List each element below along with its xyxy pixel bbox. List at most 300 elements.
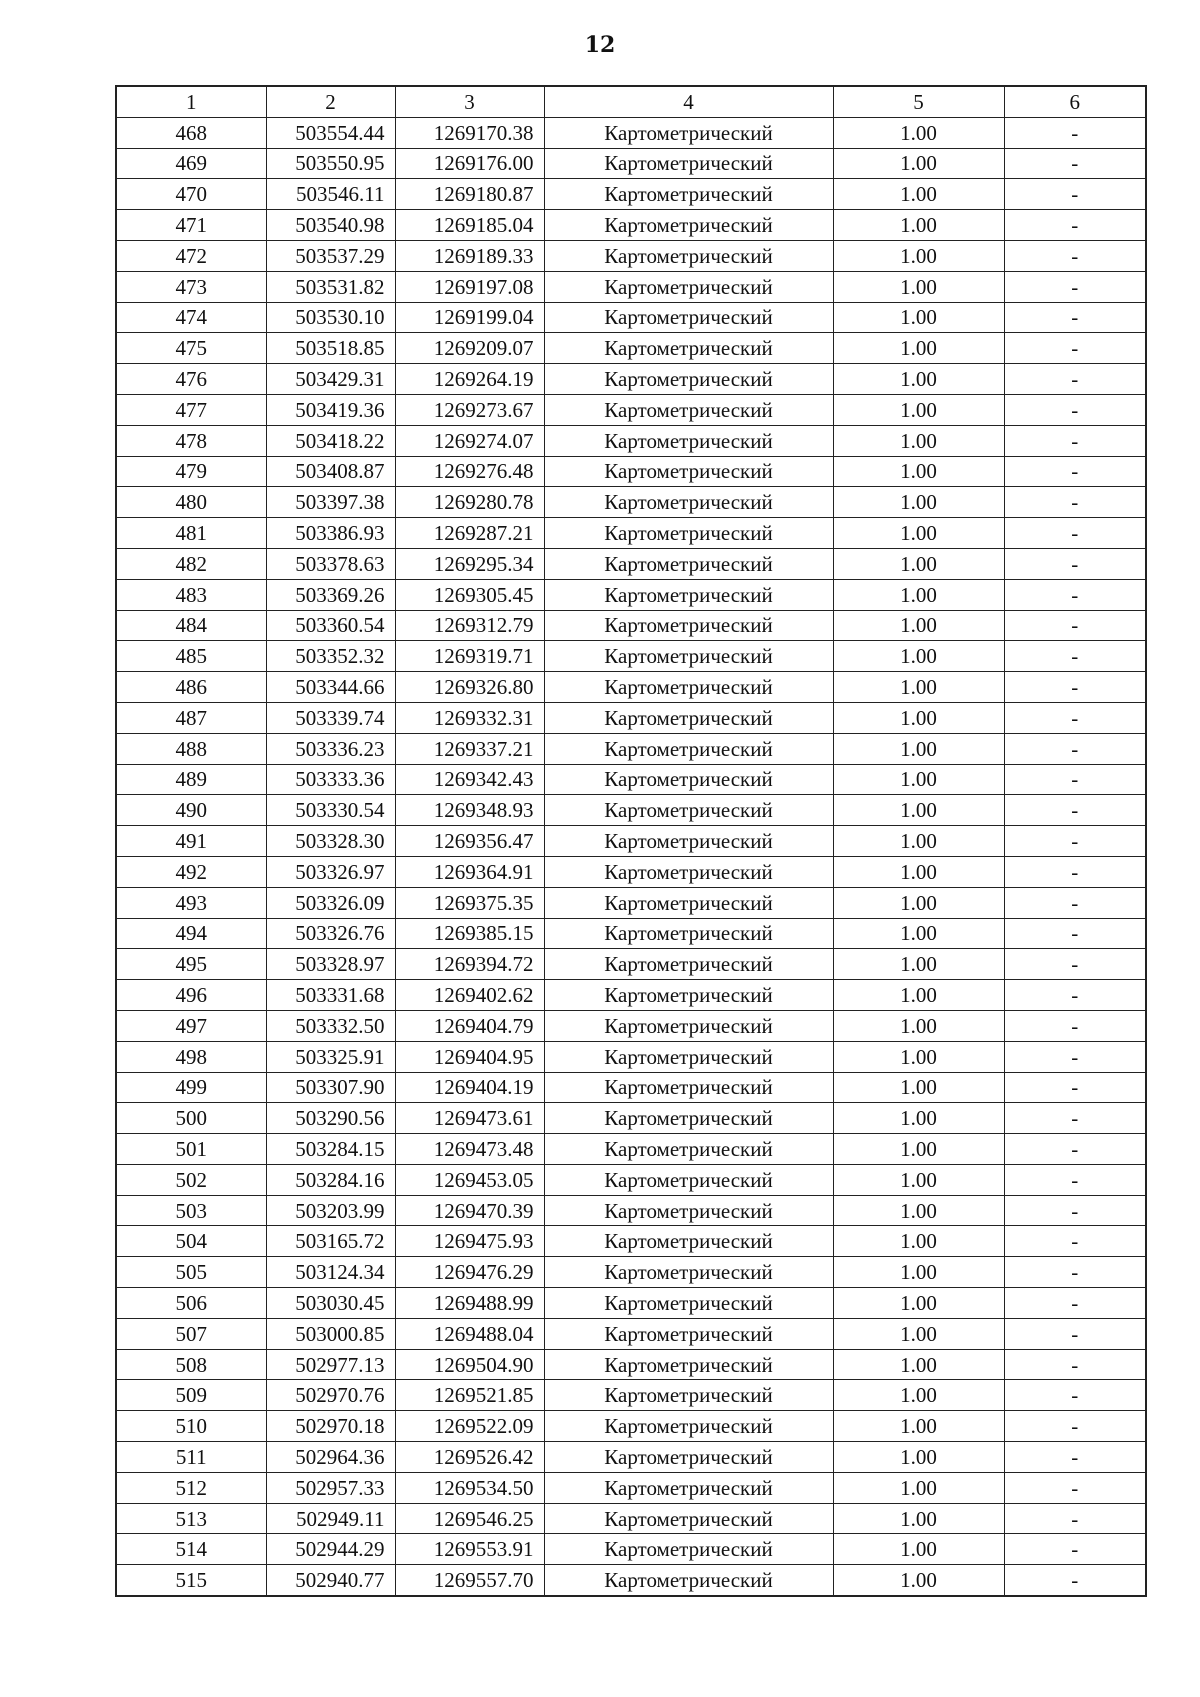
- x-coordinate-cell: 503307.90: [266, 1072, 395, 1103]
- table-row: [116, 364, 1146, 395]
- y-coordinate-cell: 1269199.04: [395, 302, 544, 333]
- y-coordinate-cell: 1269180.87: [395, 179, 544, 210]
- y-coordinate-cell: 1269473.61: [395, 1103, 544, 1134]
- method-cell: Картометрический: [544, 117, 833, 148]
- x-coordinate-cell: 503397.38: [266, 487, 395, 518]
- table-row: [116, 702, 1146, 733]
- y-coordinate-cell: 1269404.79: [395, 1010, 544, 1041]
- x-coordinate-cell: 503386.93: [266, 518, 395, 549]
- y-coordinate-cell: 1269348.93: [395, 795, 544, 826]
- x-coordinate-cell: 502940.77: [266, 1565, 395, 1596]
- y-coordinate-cell: 1269280.78: [395, 487, 544, 518]
- description-cell: -: [1004, 733, 1146, 764]
- y-coordinate-cell: 1269209.07: [395, 333, 544, 364]
- point-number-cell: 479: [116, 456, 266, 487]
- point-number-cell: 473: [116, 271, 266, 302]
- method-cell: Картометрический: [544, 179, 833, 210]
- method-cell: Картометрический: [544, 826, 833, 857]
- x-coordinate-cell: 503531.82: [266, 271, 395, 302]
- accuracy-cell: 1.00: [833, 1257, 1004, 1288]
- point-number-cell: 501: [116, 1134, 266, 1165]
- x-coordinate-cell: 503336.23: [266, 733, 395, 764]
- method-cell: Картометрический: [544, 148, 833, 179]
- method-cell: Картометрический: [544, 1164, 833, 1195]
- method-cell: Картометрический: [544, 887, 833, 918]
- accuracy-cell: 1.00: [833, 826, 1004, 857]
- accuracy-cell: 1.00: [833, 1349, 1004, 1380]
- accuracy-cell: 1.00: [833, 364, 1004, 395]
- method-cell: Картометрический: [544, 1565, 833, 1596]
- point-number-cell: 510: [116, 1411, 266, 1442]
- y-coordinate-cell: 1269534.50: [395, 1472, 544, 1503]
- table-row: [116, 949, 1146, 980]
- accuracy-cell: 1.00: [833, 1072, 1004, 1103]
- table-row: [116, 1072, 1146, 1103]
- point-number-cell: 488: [116, 733, 266, 764]
- point-number-cell: 483: [116, 579, 266, 610]
- table-row: [116, 641, 1146, 672]
- description-cell: -: [1004, 579, 1146, 610]
- description-cell: -: [1004, 1041, 1146, 1072]
- method-cell: Картометрический: [544, 302, 833, 333]
- accuracy-cell: 1.00: [833, 518, 1004, 549]
- x-coordinate-cell: 503284.15: [266, 1134, 395, 1165]
- table-row: [116, 1411, 1146, 1442]
- y-coordinate-cell: 1269453.05: [395, 1164, 544, 1195]
- point-number-cell: 480: [116, 487, 266, 518]
- method-cell: Картометрический: [544, 795, 833, 826]
- point-number-cell: 506: [116, 1288, 266, 1319]
- x-coordinate-cell: 503408.87: [266, 456, 395, 487]
- description-cell: -: [1004, 1503, 1146, 1534]
- method-cell: Картометрический: [544, 733, 833, 764]
- y-coordinate-cell: 1269170.38: [395, 117, 544, 148]
- y-coordinate-cell: 1269356.47: [395, 826, 544, 857]
- table-row: [116, 764, 1146, 795]
- table-row: [116, 856, 1146, 887]
- description-cell: -: [1004, 456, 1146, 487]
- accuracy-cell: 1.00: [833, 1411, 1004, 1442]
- x-coordinate-cell: 503326.76: [266, 918, 395, 949]
- table-row: [116, 456, 1146, 487]
- description-cell: -: [1004, 1010, 1146, 1041]
- description-cell: -: [1004, 333, 1146, 364]
- description-cell: -: [1004, 1380, 1146, 1411]
- description-cell: -: [1004, 1195, 1146, 1226]
- accuracy-cell: 1.00: [833, 394, 1004, 425]
- y-coordinate-cell: 1269276.48: [395, 456, 544, 487]
- point-number-cell: 503: [116, 1195, 266, 1226]
- method-cell: Картометрический: [544, 1442, 833, 1473]
- point-number-cell: 486: [116, 672, 266, 703]
- point-number-cell: 477: [116, 394, 266, 425]
- method-cell: Картометрический: [544, 548, 833, 579]
- accuracy-cell: 1.00: [833, 764, 1004, 795]
- page-number: 12: [584, 32, 616, 58]
- method-cell: Картометрический: [544, 487, 833, 518]
- description-cell: -: [1004, 856, 1146, 887]
- accuracy-cell: 1.00: [833, 610, 1004, 641]
- point-number-cell: 470: [116, 179, 266, 210]
- y-coordinate-cell: 1269332.31: [395, 702, 544, 733]
- accuracy-cell: 1.00: [833, 456, 1004, 487]
- description-cell: -: [1004, 1318, 1146, 1349]
- y-coordinate-cell: 1269522.09: [395, 1411, 544, 1442]
- table-row: [116, 672, 1146, 703]
- point-number-cell: 498: [116, 1041, 266, 1072]
- method-cell: Картометрический: [544, 1010, 833, 1041]
- x-coordinate-cell: 503328.97: [266, 949, 395, 980]
- y-coordinate-cell: 1269264.19: [395, 364, 544, 395]
- x-coordinate-cell: 503546.11: [266, 179, 395, 210]
- accuracy-cell: 1.00: [833, 856, 1004, 887]
- point-number-cell: 508: [116, 1349, 266, 1380]
- method-cell: Картометрический: [544, 518, 833, 549]
- method-cell: Картометрический: [544, 764, 833, 795]
- point-number-cell: 487: [116, 702, 266, 733]
- point-number-cell: 474: [116, 302, 266, 333]
- point-number-cell: 509: [116, 1380, 266, 1411]
- x-coordinate-cell: 503378.63: [266, 548, 395, 579]
- point-number-cell: 515: [116, 1565, 266, 1596]
- description-cell: -: [1004, 980, 1146, 1011]
- method-cell: Картометрический: [544, 210, 833, 241]
- accuracy-cell: 1.00: [833, 887, 1004, 918]
- method-cell: Картометрический: [544, 1257, 833, 1288]
- point-number-cell: 485: [116, 641, 266, 672]
- y-coordinate-cell: 1269197.08: [395, 271, 544, 302]
- x-coordinate-cell: 503326.97: [266, 856, 395, 887]
- table-row: [116, 1503, 1146, 1534]
- table-row: [116, 425, 1146, 456]
- point-number-cell: 481: [116, 518, 266, 549]
- description-cell: -: [1004, 487, 1146, 518]
- accuracy-cell: 1.00: [833, 425, 1004, 456]
- y-coordinate-cell: 1269176.00: [395, 148, 544, 179]
- table-body: [116, 117, 1146, 1596]
- column-header: 4: [544, 86, 833, 117]
- table-row: [116, 1318, 1146, 1349]
- point-number-cell: 472: [116, 240, 266, 271]
- y-coordinate-cell: 1269470.39: [395, 1195, 544, 1226]
- accuracy-cell: 1.00: [833, 672, 1004, 703]
- table-row: [116, 795, 1146, 826]
- x-coordinate-cell: 503418.22: [266, 425, 395, 456]
- table-row: [116, 1472, 1146, 1503]
- description-cell: -: [1004, 394, 1146, 425]
- point-number-cell: 507: [116, 1318, 266, 1349]
- x-coordinate-cell: 503203.99: [266, 1195, 395, 1226]
- x-coordinate-cell: 503339.74: [266, 702, 395, 733]
- accuracy-cell: 1.00: [833, 1134, 1004, 1165]
- y-coordinate-cell: 1269402.62: [395, 980, 544, 1011]
- table-row: [116, 333, 1146, 364]
- accuracy-cell: 1.00: [833, 333, 1004, 364]
- point-number-cell: 496: [116, 980, 266, 1011]
- x-coordinate-cell: 503330.54: [266, 795, 395, 826]
- y-coordinate-cell: 1269488.99: [395, 1288, 544, 1319]
- method-cell: Картометрический: [544, 1195, 833, 1226]
- y-coordinate-cell: 1269375.35: [395, 887, 544, 918]
- y-coordinate-cell: 1269312.79: [395, 610, 544, 641]
- method-cell: Картометрический: [544, 1503, 833, 1534]
- method-cell: Картометрический: [544, 1380, 833, 1411]
- point-number-cell: 482: [116, 548, 266, 579]
- description-cell: -: [1004, 1472, 1146, 1503]
- x-coordinate-cell: 503419.36: [266, 394, 395, 425]
- y-coordinate-cell: 1269342.43: [395, 764, 544, 795]
- point-number-cell: 475: [116, 333, 266, 364]
- method-cell: Картометрический: [544, 672, 833, 703]
- y-coordinate-cell: 1269557.70: [395, 1565, 544, 1596]
- x-coordinate-cell: 503331.68: [266, 980, 395, 1011]
- table-row: [116, 1010, 1146, 1041]
- table-row: [116, 210, 1146, 241]
- method-cell: Картометрический: [544, 1041, 833, 1072]
- table-row: [116, 148, 1146, 179]
- method-cell: Картометрический: [544, 1103, 833, 1134]
- description-cell: -: [1004, 302, 1146, 333]
- description-cell: -: [1004, 1534, 1146, 1565]
- method-cell: Картометрический: [544, 856, 833, 887]
- description-cell: -: [1004, 271, 1146, 302]
- y-coordinate-cell: 1269273.67: [395, 394, 544, 425]
- y-coordinate-cell: 1269295.34: [395, 548, 544, 579]
- point-number-cell: 502: [116, 1164, 266, 1195]
- accuracy-cell: 1.00: [833, 1041, 1004, 1072]
- y-coordinate-cell: 1269404.19: [395, 1072, 544, 1103]
- x-coordinate-cell: 503325.91: [266, 1041, 395, 1072]
- x-coordinate-cell: 503030.45: [266, 1288, 395, 1319]
- method-cell: Картометрический: [544, 1134, 833, 1165]
- description-cell: -: [1004, 1411, 1146, 1442]
- table-row: [116, 302, 1146, 333]
- table-row: [116, 1226, 1146, 1257]
- table-row: [116, 548, 1146, 579]
- y-coordinate-cell: 1269326.80: [395, 672, 544, 703]
- x-coordinate-cell: 503429.31: [266, 364, 395, 395]
- y-coordinate-cell: 1269504.90: [395, 1349, 544, 1380]
- column-header: 5: [833, 86, 1004, 117]
- point-number-cell: 491: [116, 826, 266, 857]
- accuracy-cell: 1.00: [833, 302, 1004, 333]
- method-cell: Картометрический: [544, 333, 833, 364]
- accuracy-cell: 1.00: [833, 210, 1004, 241]
- description-cell: -: [1004, 1349, 1146, 1380]
- accuracy-cell: 1.00: [833, 579, 1004, 610]
- description-cell: -: [1004, 1103, 1146, 1134]
- accuracy-cell: 1.00: [833, 1164, 1004, 1195]
- description-cell: -: [1004, 887, 1146, 918]
- point-number-cell: 511: [116, 1442, 266, 1473]
- description-cell: -: [1004, 1134, 1146, 1165]
- description-cell: -: [1004, 1164, 1146, 1195]
- y-coordinate-cell: 1269185.04: [395, 210, 544, 241]
- description-cell: -: [1004, 210, 1146, 241]
- table-row: [116, 1565, 1146, 1596]
- table-row: [116, 1380, 1146, 1411]
- x-coordinate-cell: 503165.72: [266, 1226, 395, 1257]
- method-cell: Картометрический: [544, 364, 833, 395]
- y-coordinate-cell: 1269475.93: [395, 1226, 544, 1257]
- accuracy-cell: 1.00: [833, 1380, 1004, 1411]
- description-cell: -: [1004, 1288, 1146, 1319]
- accuracy-cell: 1.00: [833, 733, 1004, 764]
- y-coordinate-cell: 1269319.71: [395, 641, 544, 672]
- method-cell: Картометрический: [544, 425, 833, 456]
- accuracy-cell: 1.00: [833, 1010, 1004, 1041]
- table-row: [116, 518, 1146, 549]
- point-number-cell: 492: [116, 856, 266, 887]
- point-number-cell: 499: [116, 1072, 266, 1103]
- x-coordinate-cell: 503554.44: [266, 117, 395, 148]
- method-cell: Картометрический: [544, 949, 833, 980]
- method-cell: Картометрический: [544, 271, 833, 302]
- x-coordinate-cell: 503000.85: [266, 1318, 395, 1349]
- point-number-cell: 513: [116, 1503, 266, 1534]
- accuracy-cell: 1.00: [833, 117, 1004, 148]
- table-row: [116, 487, 1146, 518]
- y-coordinate-cell: 1269274.07: [395, 425, 544, 456]
- x-coordinate-cell: 503290.56: [266, 1103, 395, 1134]
- method-cell: Картометрический: [544, 702, 833, 733]
- accuracy-cell: 1.00: [833, 949, 1004, 980]
- description-cell: -: [1004, 610, 1146, 641]
- x-coordinate-cell: 502964.36: [266, 1442, 395, 1473]
- accuracy-cell: 1.00: [833, 918, 1004, 949]
- table-row: [116, 918, 1146, 949]
- x-coordinate-cell: 503326.09: [266, 887, 395, 918]
- x-coordinate-cell: 503537.29: [266, 240, 395, 271]
- point-number-cell: 478: [116, 425, 266, 456]
- table-row: [116, 980, 1146, 1011]
- accuracy-cell: 1.00: [833, 641, 1004, 672]
- description-cell: -: [1004, 1072, 1146, 1103]
- y-coordinate-cell: 1269521.85: [395, 1380, 544, 1411]
- description-cell: -: [1004, 117, 1146, 148]
- table-row: [116, 1134, 1146, 1165]
- y-coordinate-cell: 1269546.25: [395, 1503, 544, 1534]
- y-coordinate-cell: 1269394.72: [395, 949, 544, 980]
- point-number-cell: 468: [116, 117, 266, 148]
- method-cell: Картометрический: [544, 1318, 833, 1349]
- y-coordinate-cell: 1269473.48: [395, 1134, 544, 1165]
- method-cell: Картометрический: [544, 1472, 833, 1503]
- accuracy-cell: 1.00: [833, 795, 1004, 826]
- method-cell: Картометрический: [544, 456, 833, 487]
- method-cell: Картометрический: [544, 1349, 833, 1380]
- y-coordinate-cell: 1269364.91: [395, 856, 544, 887]
- y-coordinate-cell: 1269337.21: [395, 733, 544, 764]
- description-cell: -: [1004, 641, 1146, 672]
- y-coordinate-cell: 1269305.45: [395, 579, 544, 610]
- method-cell: Картометрический: [544, 1534, 833, 1565]
- y-coordinate-cell: 1269189.33: [395, 240, 544, 271]
- accuracy-cell: 1.00: [833, 1503, 1004, 1534]
- description-cell: -: [1004, 918, 1146, 949]
- accuracy-cell: 1.00: [833, 1288, 1004, 1319]
- table-row: [116, 1288, 1146, 1319]
- column-header: 1: [116, 86, 266, 117]
- x-coordinate-cell: 503333.36: [266, 764, 395, 795]
- x-coordinate-cell: 502949.11: [266, 1503, 395, 1534]
- accuracy-cell: 1.00: [833, 1565, 1004, 1596]
- accuracy-cell: 1.00: [833, 1195, 1004, 1226]
- table-row: [116, 117, 1146, 148]
- x-coordinate-cell: 503369.26: [266, 579, 395, 610]
- method-cell: Картометрический: [544, 918, 833, 949]
- accuracy-cell: 1.00: [833, 148, 1004, 179]
- description-cell: -: [1004, 1257, 1146, 1288]
- method-cell: Картометрический: [544, 610, 833, 641]
- description-cell: -: [1004, 179, 1146, 210]
- description-cell: -: [1004, 1442, 1146, 1473]
- table-row: [116, 394, 1146, 425]
- accuracy-cell: 1.00: [833, 980, 1004, 1011]
- accuracy-cell: 1.00: [833, 271, 1004, 302]
- table-row: [116, 1041, 1146, 1072]
- point-number-cell: 469: [116, 148, 266, 179]
- description-cell: -: [1004, 364, 1146, 395]
- x-coordinate-cell: 503124.34: [266, 1257, 395, 1288]
- description-cell: -: [1004, 949, 1146, 980]
- x-coordinate-cell: 502944.29: [266, 1534, 395, 1565]
- method-cell: Картометрический: [544, 1288, 833, 1319]
- table-row: [116, 1534, 1146, 1565]
- point-number-cell: 484: [116, 610, 266, 641]
- point-number-cell: 494: [116, 918, 266, 949]
- description-cell: -: [1004, 1565, 1146, 1596]
- table-row: [116, 240, 1146, 271]
- table-row: [116, 1164, 1146, 1195]
- table-row: [116, 1103, 1146, 1134]
- method-cell: Картометрический: [544, 641, 833, 672]
- description-cell: -: [1004, 795, 1146, 826]
- x-coordinate-cell: 503530.10: [266, 302, 395, 333]
- accuracy-cell: 1.00: [833, 1534, 1004, 1565]
- point-number-cell: 471: [116, 210, 266, 241]
- point-number-cell: 493: [116, 887, 266, 918]
- x-coordinate-cell: 502977.13: [266, 1349, 395, 1380]
- description-cell: -: [1004, 1226, 1146, 1257]
- accuracy-cell: 1.00: [833, 702, 1004, 733]
- accuracy-cell: 1.00: [833, 1103, 1004, 1134]
- table-row: [116, 179, 1146, 210]
- x-coordinate-cell: 503360.54: [266, 610, 395, 641]
- y-coordinate-cell: 1269526.42: [395, 1442, 544, 1473]
- y-coordinate-cell: 1269287.21: [395, 518, 544, 549]
- method-cell: Картометрический: [544, 980, 833, 1011]
- description-cell: -: [1004, 826, 1146, 857]
- accuracy-cell: 1.00: [833, 1318, 1004, 1349]
- point-number-cell: 490: [116, 795, 266, 826]
- method-cell: Картометрический: [544, 1411, 833, 1442]
- accuracy-cell: 1.00: [833, 179, 1004, 210]
- y-coordinate-cell: 1269385.15: [395, 918, 544, 949]
- accuracy-cell: 1.00: [833, 487, 1004, 518]
- point-number-cell: 489: [116, 764, 266, 795]
- point-number-cell: 476: [116, 364, 266, 395]
- description-cell: -: [1004, 148, 1146, 179]
- method-cell: Картометрический: [544, 240, 833, 271]
- column-header: 2: [266, 86, 395, 117]
- table-row: [116, 1195, 1146, 1226]
- point-number-cell: 505: [116, 1257, 266, 1288]
- x-coordinate-cell: 503518.85: [266, 333, 395, 364]
- accuracy-cell: 1.00: [833, 240, 1004, 271]
- x-coordinate-cell: 502970.76: [266, 1380, 395, 1411]
- x-coordinate-cell: 503540.98: [266, 210, 395, 241]
